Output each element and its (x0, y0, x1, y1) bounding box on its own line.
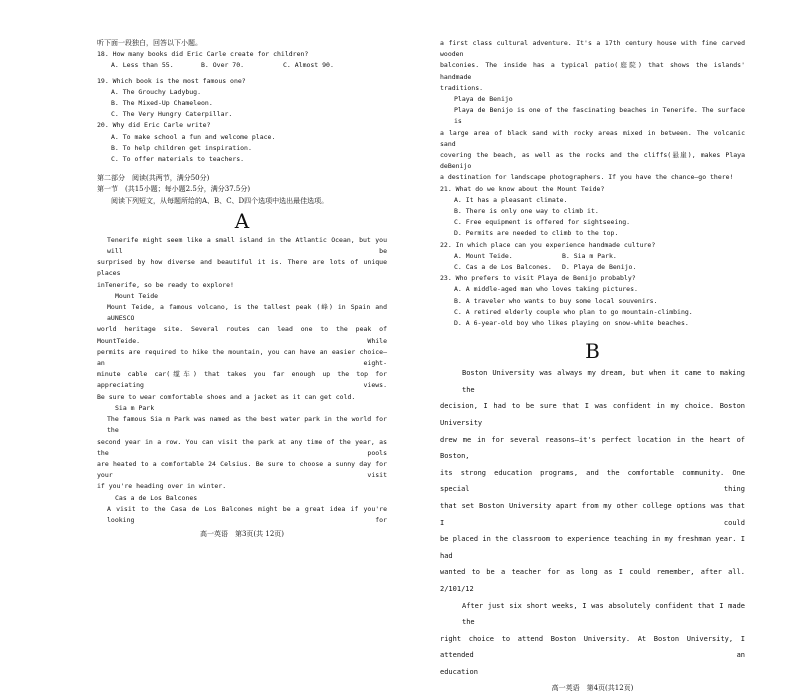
section-one-heading: 第一节 (共15小题；每小题2.5分，满分37.5分) (97, 185, 251, 194)
passage-b-line: its strong education programs, and the comfortable community. One special thing (440, 468, 745, 494)
q23-option-b[interactable]: B. A traveler who wants to buy some local souvenirs. (454, 296, 658, 305)
q21-option-b[interactable]: B. There is only one way to climb it. (454, 207, 599, 216)
q23-option-a[interactable]: A. A middle-aged man who loves taking pictures. (454, 285, 638, 294)
passage-a-line: Be sure to wear comfortable shoes and a jacket as it can get cold. (97, 392, 356, 401)
passage-a-line: A visit to the Casa de Los Balcones might be a great idea if you're looking for (107, 504, 387, 524)
passage-a-line: inTenerife, so be ready to explore! (97, 280, 234, 289)
q20-option-a[interactable]: A. To make school a fun and welcome place. (111, 132, 276, 141)
q19-option-c[interactable]: C. The Very Hungry Caterpillar. (111, 110, 233, 119)
q23-stem: 23. Who prefers to visit Playa de Benijo probably? (440, 274, 636, 283)
q23-option-d[interactable]: D. A 6-year-old boy who likes playing on snow-white beaches. (454, 319, 689, 328)
passage-b-line: Boston University was always my dream, but when it came to making the (462, 369, 745, 394)
passage-a-continued-line: balconies. The inside has a typical patio(庭院) that shows the islands' handmade (440, 61, 745, 81)
subheading-mount-teide: Mount Teide (115, 291, 159, 300)
q22-option-d[interactable]: D. Playa de Benijo. (562, 263, 637, 272)
q22-option-a[interactable]: A. Mount Teide. (454, 251, 513, 260)
q19-option-a[interactable]: A. The Grouchy Ladybug. (111, 87, 202, 96)
right-page-column (440, 38, 745, 694)
passage-a-continued-line: a large area of black sand with rocky areas mixed in between. The volcanic sand (440, 128, 745, 148)
q21-option-d[interactable]: D. Permits are needed to climb to the top. (454, 229, 619, 238)
left-page-column (97, 38, 387, 540)
passage-a-line: if you're heading over in winter. (97, 482, 227, 491)
q21-option-a[interactable]: A. It has a pleasant climate. (454, 195, 568, 204)
passage-a-letter: A (234, 208, 250, 233)
passage-b-line: decision, I had to be sure that I was confident in my choice. Boston University (440, 402, 745, 428)
q23-option-c[interactable]: C. A retired elderly couple who plan to go mountain-climbing. (454, 307, 693, 316)
passage-b-line: be placed in the classroom to experience teaching in my freshman year. I had (440, 535, 745, 560)
passage-a-line: minute cable car(缆车) that takes you far enough up the top for appreciating views. (97, 370, 387, 390)
passage-a-line: Tenerife might seem like a small island in the Atlantic Ocean, but you will be (107, 235, 387, 256)
q18-option-a[interactable]: A. Less than 55. (111, 61, 174, 70)
part-two-heading: 第二部分 阅读(共两节，满分50分) (97, 174, 210, 183)
q18-option-c[interactable]: C. Almost 90. (283, 61, 334, 70)
passage-a-line: permits are required to hike the mountain, you can have an easier choice—an eight- (97, 347, 387, 368)
passage-b-line: drew me in for several reasons—it's perfect location in the heart of Boston, (440, 435, 745, 461)
left-page-footer: 高一英语 第3页(共 12页) (199, 530, 285, 539)
passage-b-line: that set Boston University apart from my other college options was that I could (440, 502, 745, 527)
passage-b-line: education (440, 667, 478, 676)
q22-stem: 22. In which place can you experience handmade culture? (440, 240, 656, 249)
reading-instruction: 阅读下列短文，从每题所给的A、B、C、D四个选项中选出最佳选项。 (111, 196, 329, 205)
subheading-casa-de-los-balcones: Cas a de Los Balcones (115, 493, 198, 502)
q20-option-c[interactable]: C. To offer materials to teachers. (111, 155, 245, 164)
passage-a-line: surprised by how diverse and beautiful it is. There are lots of unique places (97, 258, 387, 278)
passage-b-letter: B (585, 339, 600, 364)
q18-stem: 18. How many books did Eric Carle create for children? (97, 50, 309, 59)
q18-options (97, 60, 387, 71)
q20-stem: 20. Why did Eric Carle write? (97, 121, 211, 130)
passage-b-line: wanted to be a teacher for as long as I could remember, after all. 2/101/12 (440, 568, 745, 593)
passage-a-continued-line: traditions. (440, 83, 484, 92)
passage-a-line: are heated to a comfortable 24 Celsius. Be sure to choose a sunny day for your visit (97, 459, 387, 480)
passage-a-line: Mount Teide, a famous volcano, is the tallest peak (峰) in Spain and aUNESCO (107, 303, 387, 323)
q21-stem: 21. What do we know about the Mount Teide? (440, 184, 605, 193)
q21-option-c[interactable]: C. Free equipment is offered for sightseeing. (454, 218, 631, 227)
passage-b-line: After just six short weeks, I was absolutely confident that I made the (462, 601, 745, 627)
passage-a-line: The famous Sia m Park was named as the best water park in the world for the (107, 415, 387, 435)
passage-a-continued-line: covering the beach, as well as the rocks and the cliffs(悬崖), makes Playa deBenijo (440, 151, 745, 171)
q18-option-b[interactable]: B. Over 70. (201, 61, 245, 70)
passage-b-line: right choice to attend Boston University. At Boston University, I attended an (440, 634, 745, 660)
q19-option-b[interactable]: B. The Mixed-Up Chameleon. (111, 99, 213, 108)
q22-option-c[interactable]: C. Cas a de Los Balcones. (454, 263, 552, 272)
passage-a-continued-line: a destination for landscape photographers. If you have the chance—go there! (440, 173, 734, 182)
q22-options-row-2 (440, 262, 745, 273)
q22-options-row-1 (440, 251, 745, 262)
subheading-playa-de-benijo: Playa de Benijo (454, 95, 513, 104)
passage-a-line: world heritage site. Several routes can lead one to the peak of MountTeide. While (97, 325, 387, 345)
listening-intro: 听下面一段独白，回答以下小题。 (97, 39, 202, 47)
subheading-siam-park: Sia m Park (115, 403, 155, 412)
passage-a-line: second year in a row. You can visit the park at any time of the year, as the pools (97, 437, 387, 457)
q19-stem: 19. Which book is the most famous one? (97, 76, 246, 85)
passage-a-continued-line: Playa de Benijo is one of the fascinating beaches in Tenerife. The surface is (454, 106, 745, 126)
passage-a-continued-line: a first class cultural adventure. It's a 17th century house with fine carved wooden (440, 39, 745, 59)
q22-option-b[interactable]: B. Sia m Park. (562, 251, 617, 260)
right-page-footer: 高一英语 第4页(共12页) (551, 683, 634, 692)
q20-option-b[interactable]: B. To help children get inspiration. (111, 143, 252, 152)
